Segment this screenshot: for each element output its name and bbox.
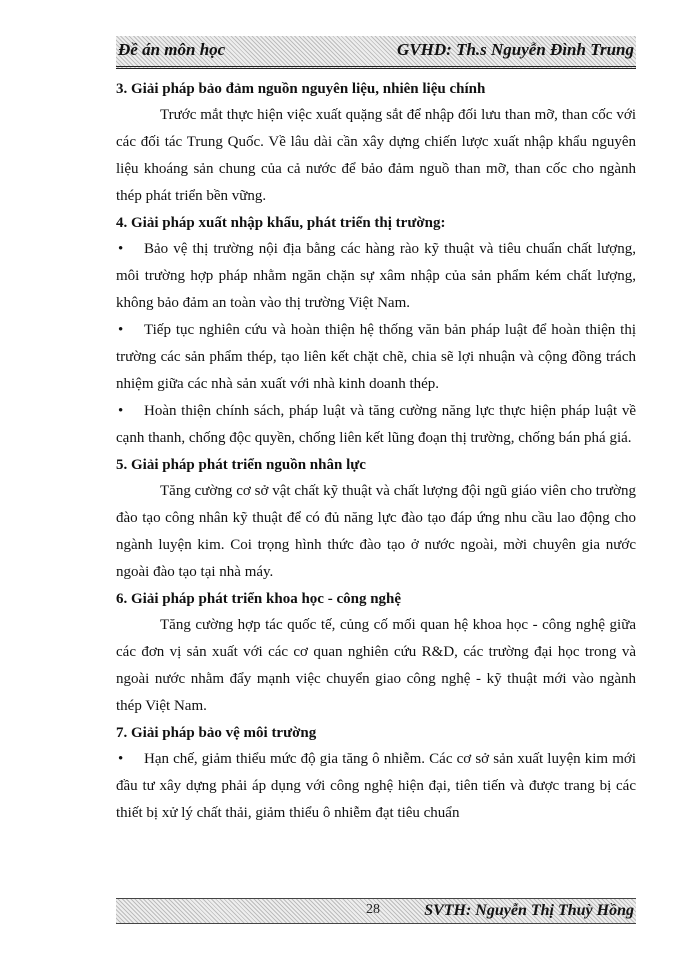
page-body <box>116 76 636 827</box>
section-5-paragraph: Tăng cường cơ sở vật chất kỹ thuật và chất lượng đội ngũ giáo viên cho trường đào tạo công nhân kỹ thuật để có đủ năng lực đào tạo đáp ứng nhu cầu lao động cho ngành luyện kim. Coi trọng hình thức đào tạo ở nước ngoài, mời chuyên gia nước ngoài đào tạo tại nhà máy. <box>116 483 636 580</box>
bullet-item <box>116 746 636 827</box>
footer-author: SVTH: Nguyễn Thị Thuỳ Hồng <box>424 902 634 919</box>
section-6-paragraph: Tăng cường hợp tác quốc tế, củng cố mối quan hệ khoa học - công nghệ giữa các đơn vị sản xuất với các cơ quan nghiên cứu R&D, các trường đại học trong và ngoài nước nhằm đẩy mạnh việc chuyển giao công nghệ - kỹ thuật mới vào ngành thép Việt Nam. <box>116 617 636 714</box>
page-number: 28 <box>366 902 380 917</box>
header-course-title: Đề án môn học <box>118 40 226 59</box>
bullet-text: Bảo vệ thị trường nội địa bằng các hàng rào kỹ thuật và tiêu chuẩn chất lượng, môi trường hợp pháp nhằm ngăn chặn sự xâm nhập của sản phẩm kém chất lượng, không bảo đảm an toàn vào thị trường Việt Nam. <box>116 241 636 311</box>
bullet-item <box>116 317 636 398</box>
bullet-icon: • <box>118 403 124 419</box>
section-heading-5: 5. Giải pháp phát triển nguồn nhân lực <box>116 457 366 473</box>
section-heading-7: 7. Giải pháp bảo vệ môi trường <box>116 725 317 741</box>
section-3-paragraph: Trước mắt thực hiện việc xuất quặng sắt để nhập đối lưu than mỡ, than cốc với các đối tác Trung Quốc. Về lâu dài cần xây dựng chiến lược xuất nhập khẩu nguyên liệu khoáng sản chung của cả nước để bảo đảm nguồ than mỡ, than cốc cho ngành thép phát triển bền vững. <box>116 107 636 204</box>
bullet-icon: • <box>118 322 124 338</box>
bullet-text: Hạn chế, giảm thiểu mức độ gia tăng ô nhiễm. Các cơ sở sản xuất luyện kim mới đầu tư xây dựng phải áp dụng với công nghệ hiện đại, tiên tiến và được trang bị các thiết bị xử lý chất thải, giảm thiểu ô nhiễm đạt tiêu chuẩn <box>116 751 636 821</box>
page-header <box>116 36 636 69</box>
header-supervisor: GVHD: Th.s Nguyễn Đình Trung <box>397 40 634 59</box>
bullet-item <box>116 236 636 317</box>
bullet-icon: • <box>118 751 124 767</box>
section-heading-4: 4. Giải pháp xuất nhập khẩu, phát triển thị trường: <box>116 215 446 231</box>
page-footer <box>116 898 636 924</box>
section-heading-3: 3. Giải pháp bảo đảm nguồn nguyên liệu, nhiên liệu chính <box>116 81 486 97</box>
section-heading-6: 6. Giải pháp phát triển khoa học - công nghệ <box>116 591 402 607</box>
bullet-text: Hoàn thiện chính sách, pháp luật và tăng cường năng lực thực hiện pháp luật về cạnh thanh, chống độc quyền, chống liên kết lũng đoạn thị trường, chống bán phá giá. <box>116 403 636 446</box>
bullet-item <box>116 398 636 452</box>
bullet-icon: • <box>118 241 124 257</box>
bullet-text: Tiếp tục nghiên cứu và hoàn thiện hệ thống văn bản pháp luật để hoàn thiện thị trường các sản phẩm thép, tạo liên kết chặt chẽ, chia sẽ lợi nhuận và cộng đồng trách nhiệm giữa các nhà sản xuất với nhà kinh doanh thép. <box>116 322 636 392</box>
